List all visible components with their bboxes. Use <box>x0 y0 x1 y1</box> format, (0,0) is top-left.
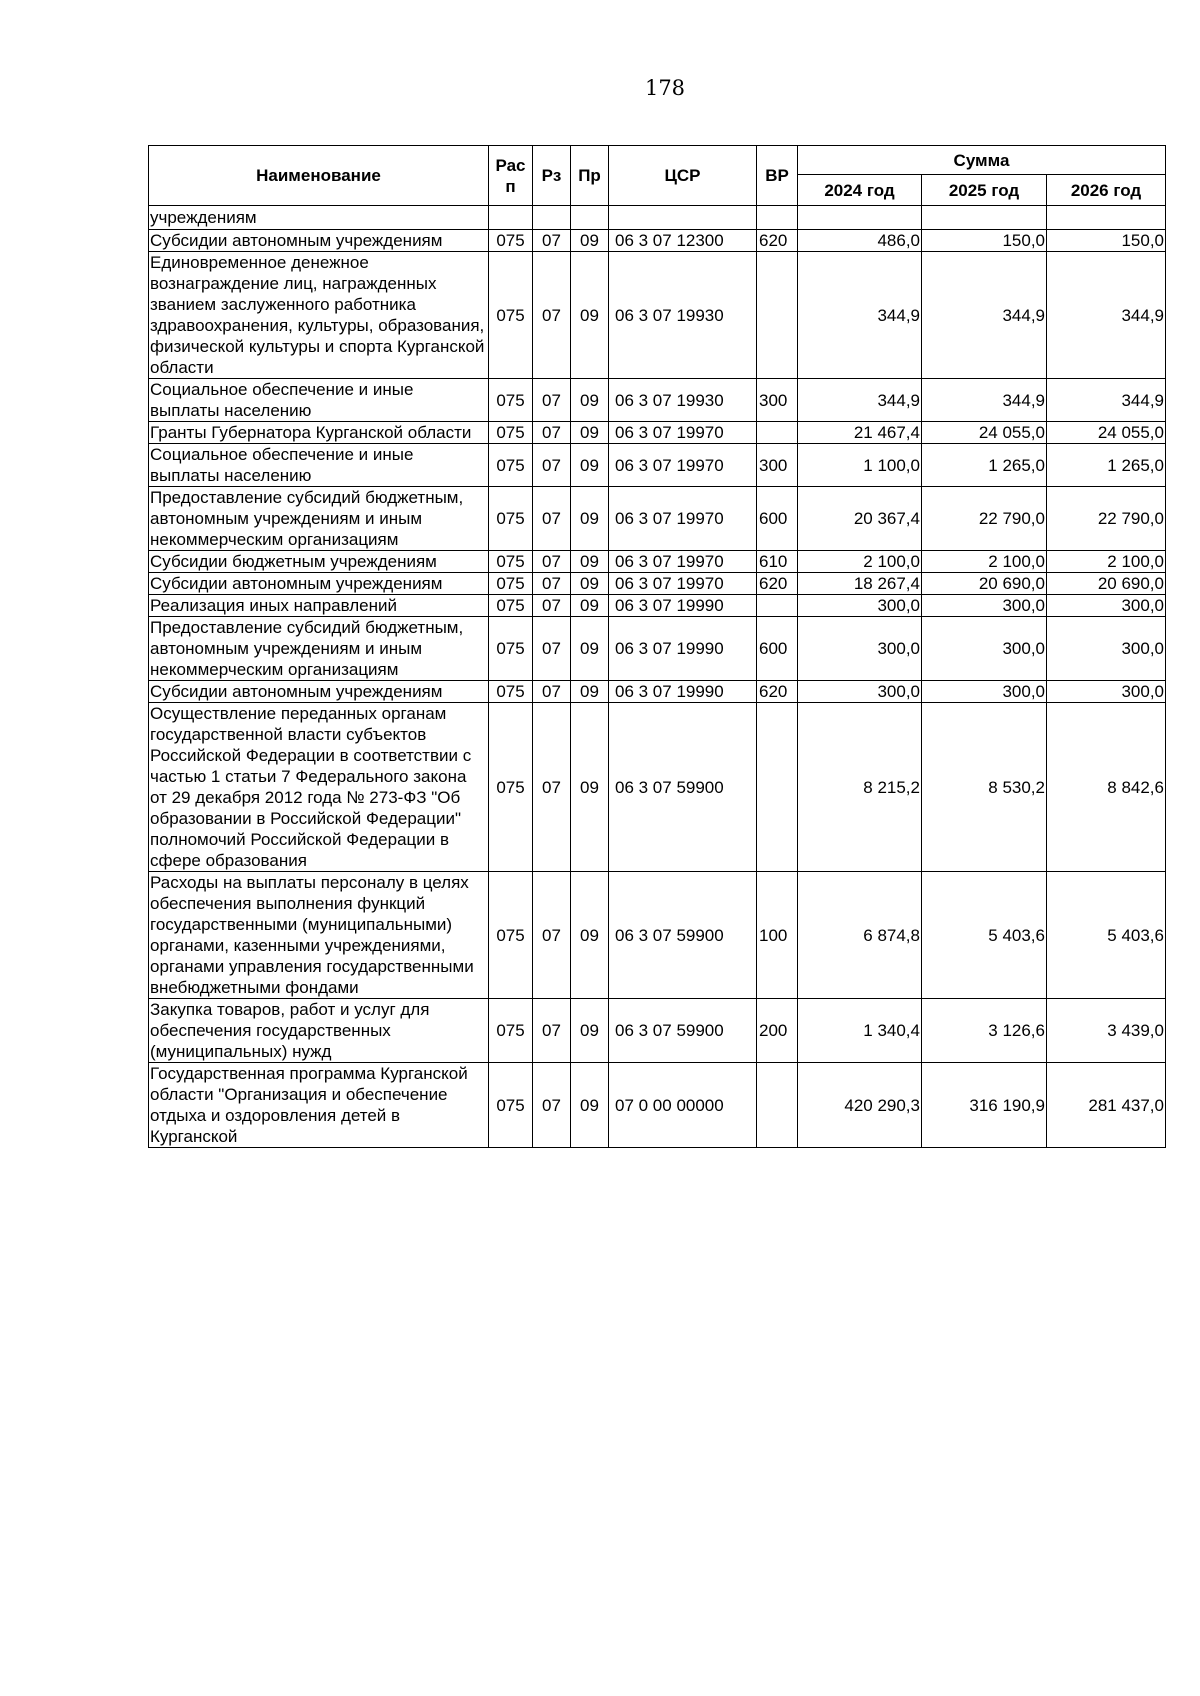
table-row <box>149 444 1166 487</box>
cell-rasp: 075 <box>489 551 533 573</box>
cell-name: учреждениям <box>149 206 489 230</box>
cell-amount-2026 <box>1047 206 1166 230</box>
cell-amount-2025: 300,0 <box>922 681 1047 703</box>
cell-amount-2024: 1 100,0 <box>798 444 922 487</box>
cell-amount-2026: 8 842,6 <box>1047 703 1166 872</box>
cell-amount-2025: 300,0 <box>922 595 1047 617</box>
table-row <box>149 617 1166 681</box>
header-pr: Пр <box>571 146 609 206</box>
header-vr: ВР <box>757 146 798 206</box>
cell-pr: 09 <box>571 379 609 422</box>
cell-name: Государственная программа Курганской области "Организация и обеспечение отдыха и оздоровления детей в Курганской <box>149 1063 489 1148</box>
header-rasp-line2: п <box>505 176 516 196</box>
cell-vr <box>757 595 798 617</box>
table-row <box>149 681 1166 703</box>
cell-amount-2025 <box>922 206 1047 230</box>
page-number: 178 <box>644 76 686 100</box>
cell-amount-2025: 3 126,6 <box>922 999 1047 1063</box>
table-row <box>149 422 1166 444</box>
cell-amount-2026: 300,0 <box>1047 595 1166 617</box>
cell-amount-2025: 344,9 <box>922 379 1047 422</box>
cell-amount-2024: 8 215,2 <box>798 703 922 872</box>
header-rasp <box>489 146 533 206</box>
table-row <box>149 1063 1166 1148</box>
cell-csr: 06 3 07 19970 <box>609 487 757 551</box>
cell-pr: 09 <box>571 422 609 444</box>
cell-rasp: 075 <box>489 422 533 444</box>
cell-pr: 09 <box>571 681 609 703</box>
cell-amount-2025: 8 530,2 <box>922 703 1047 872</box>
table-row <box>149 872 1166 999</box>
cell-csr: 06 3 07 59900 <box>609 703 757 872</box>
header-rasp-line1: Рас <box>495 155 526 175</box>
cell-rz: 07 <box>533 1063 571 1148</box>
cell-csr: 06 3 07 19990 <box>609 617 757 681</box>
cell-rz: 07 <box>533 444 571 487</box>
cell-name: Осуществление переданных органам государственной власти субъектов Российской Федерации в соответствии с частью 1 статьи 7 Федерального закона от 29 декабря 2012 года № 273-ФЗ "Об образовании в Российской Федерации" полномочий Российской Федерации в сфере образования <box>149 703 489 872</box>
table-row <box>149 487 1166 551</box>
cell-csr: 06 3 07 19930 <box>609 379 757 422</box>
cell-rz: 07 <box>533 551 571 573</box>
cell-amount-2024: 2 100,0 <box>798 551 922 573</box>
cell-pr: 09 <box>571 872 609 999</box>
header-sum: Сумма <box>798 146 1166 175</box>
cell-rz: 07 <box>533 379 571 422</box>
cell-amount-2025: 300,0 <box>922 617 1047 681</box>
cell-name: Предоставление субсидий бюджетным, автономным учреждениям и иным некоммерческим организациям <box>149 487 489 551</box>
cell-csr: 06 3 07 59900 <box>609 872 757 999</box>
cell-rasp: 075 <box>489 487 533 551</box>
table-header <box>149 146 1166 206</box>
table-row <box>149 230 1166 252</box>
cell-amount-2026: 20 690,0 <box>1047 573 1166 595</box>
cell-rasp: 075 <box>489 595 533 617</box>
table-row <box>149 379 1166 422</box>
cell-rz: 07 <box>533 595 571 617</box>
cell-amount-2026: 344,9 <box>1047 379 1166 422</box>
cell-csr: 06 3 07 19990 <box>609 595 757 617</box>
cell-vr: 620 <box>757 230 798 252</box>
cell-csr: 06 3 07 19970 <box>609 444 757 487</box>
cell-vr: 300 <box>757 379 798 422</box>
header-csr: ЦСР <box>609 146 757 206</box>
cell-amount-2024: 344,9 <box>798 252 922 379</box>
cell-rasp: 075 <box>489 252 533 379</box>
cell-csr: 06 3 07 12300 <box>609 230 757 252</box>
cell-rz <box>533 206 571 230</box>
table-row <box>149 595 1166 617</box>
cell-amount-2026: 22 790,0 <box>1047 487 1166 551</box>
cell-name: Социальное обеспечение и иные выплаты населению <box>149 444 489 487</box>
cell-vr: 620 <box>757 573 798 595</box>
table-row <box>149 551 1166 573</box>
cell-pr: 09 <box>571 703 609 872</box>
cell-vr <box>757 252 798 379</box>
cell-amount-2024: 486,0 <box>798 230 922 252</box>
cell-amount-2026: 1 265,0 <box>1047 444 1166 487</box>
cell-name: Субсидии автономным учреждениям <box>149 230 489 252</box>
cell-amount-2026: 3 439,0 <box>1047 999 1166 1063</box>
cell-amount-2026: 2 100,0 <box>1047 551 1166 573</box>
cell-amount-2024: 300,0 <box>798 681 922 703</box>
cell-name: Расходы на выплаты персоналу в целях обеспечения выполнения функций государственными (муниципальными) органами, казенными учреждениями, органами управления государственными внебюджетными фондами <box>149 872 489 999</box>
cell-name: Социальное обеспечение и иные выплаты населению <box>149 379 489 422</box>
cell-pr: 09 <box>571 617 609 681</box>
table-row <box>149 703 1166 872</box>
cell-amount-2025: 150,0 <box>922 230 1047 252</box>
cell-amount-2025: 2 100,0 <box>922 551 1047 573</box>
cell-rz: 07 <box>533 681 571 703</box>
cell-rz: 07 <box>533 252 571 379</box>
cell-rz: 07 <box>533 573 571 595</box>
cell-amount-2024: 420 290,3 <box>798 1063 922 1148</box>
cell-amount-2026: 300,0 <box>1047 681 1166 703</box>
cell-amount-2024: 18 267,4 <box>798 573 922 595</box>
cell-amount-2024: 20 367,4 <box>798 487 922 551</box>
cell-vr <box>757 206 798 230</box>
cell-vr <box>757 703 798 872</box>
budget-table <box>148 145 1166 1148</box>
cell-rasp: 075 <box>489 681 533 703</box>
cell-pr: 09 <box>571 551 609 573</box>
cell-pr: 09 <box>571 595 609 617</box>
cell-pr: 09 <box>571 252 609 379</box>
table-body <box>149 206 1166 1148</box>
cell-pr: 09 <box>571 230 609 252</box>
header-rz: Рз <box>533 146 571 206</box>
cell-pr: 09 <box>571 1063 609 1148</box>
cell-vr: 600 <box>757 617 798 681</box>
cell-rasp: 075 <box>489 573 533 595</box>
cell-vr: 300 <box>757 444 798 487</box>
cell-rasp: 075 <box>489 999 533 1063</box>
header-year-2025: 2025 год <box>922 175 1047 206</box>
cell-rasp: 075 <box>489 703 533 872</box>
cell-name: Предоставление субсидий бюджетным, автономным учреждениям и иным некоммерческим организациям <box>149 617 489 681</box>
cell-amount-2024: 6 874,8 <box>798 872 922 999</box>
cell-amount-2025: 5 403,6 <box>922 872 1047 999</box>
table-row <box>149 252 1166 379</box>
cell-pr: 09 <box>571 487 609 551</box>
cell-rz: 07 <box>533 872 571 999</box>
cell-vr: 610 <box>757 551 798 573</box>
header-year-2024: 2024 год <box>798 175 922 206</box>
cell-name: Закупка товаров, работ и услуг для обеспечения государственных (муниципальных) нужд <box>149 999 489 1063</box>
cell-rasp: 075 <box>489 444 533 487</box>
cell-rz: 07 <box>533 487 571 551</box>
cell-rasp <box>489 206 533 230</box>
cell-amount-2025: 1 265,0 <box>922 444 1047 487</box>
cell-amount-2024: 300,0 <box>798 595 922 617</box>
cell-amount-2026: 281 437,0 <box>1047 1063 1166 1148</box>
cell-rasp: 075 <box>489 872 533 999</box>
cell-amount-2024: 344,9 <box>798 379 922 422</box>
cell-name: Субсидии автономным учреждениям <box>149 681 489 703</box>
cell-amount-2025: 344,9 <box>922 252 1047 379</box>
cell-pr <box>571 206 609 230</box>
cell-amount-2026: 5 403,6 <box>1047 872 1166 999</box>
cell-amount-2026: 150,0 <box>1047 230 1166 252</box>
cell-rasp: 075 <box>489 617 533 681</box>
cell-name: Субсидии бюджетным учреждениям <box>149 551 489 573</box>
cell-csr: 06 3 07 59900 <box>609 999 757 1063</box>
cell-amount-2024: 21 467,4 <box>798 422 922 444</box>
cell-amount-2025: 316 190,9 <box>922 1063 1047 1148</box>
cell-rz: 07 <box>533 230 571 252</box>
header-name: Наименование <box>149 146 489 206</box>
cell-csr <box>609 206 757 230</box>
table-row <box>149 573 1166 595</box>
cell-rz: 07 <box>533 703 571 872</box>
cell-csr: 06 3 07 19970 <box>609 573 757 595</box>
table-row <box>149 999 1166 1063</box>
cell-vr: 100 <box>757 872 798 999</box>
cell-vr <box>757 422 798 444</box>
cell-name: Гранты Губернатора Курганской области <box>149 422 489 444</box>
cell-amount-2025: 24 055,0 <box>922 422 1047 444</box>
cell-vr <box>757 1063 798 1148</box>
table-row <box>149 206 1166 230</box>
cell-amount-2024: 300,0 <box>798 617 922 681</box>
cell-amount-2026: 24 055,0 <box>1047 422 1166 444</box>
cell-amount-2024 <box>798 206 922 230</box>
cell-pr: 09 <box>571 999 609 1063</box>
cell-amount-2026: 344,9 <box>1047 252 1166 379</box>
header-year-2026: 2026 год <box>1047 175 1166 206</box>
cell-csr: 06 3 07 19970 <box>609 551 757 573</box>
cell-csr: 06 3 07 19990 <box>609 681 757 703</box>
cell-amount-2025: 22 790,0 <box>922 487 1047 551</box>
cell-rz: 07 <box>533 617 571 681</box>
cell-rasp: 075 <box>489 230 533 252</box>
cell-rz: 07 <box>533 422 571 444</box>
cell-rasp: 075 <box>489 1063 533 1148</box>
cell-pr: 09 <box>571 573 609 595</box>
cell-vr: 620 <box>757 681 798 703</box>
cell-amount-2026: 300,0 <box>1047 617 1166 681</box>
cell-amount-2025: 20 690,0 <box>922 573 1047 595</box>
cell-csr: 07 0 00 00000 <box>609 1063 757 1148</box>
header-row-top <box>149 146 1166 175</box>
cell-vr: 600 <box>757 487 798 551</box>
cell-amount-2024: 1 340,4 <box>798 999 922 1063</box>
cell-pr: 09 <box>571 444 609 487</box>
cell-vr: 200 <box>757 999 798 1063</box>
cell-rz: 07 <box>533 999 571 1063</box>
cell-rasp: 075 <box>489 379 533 422</box>
cell-name: Единовременное денежное вознаграждение лиц, награжденных званием заслуженного работника здравоохранения, культуры, образования, физической культуры и спорта Курганской области <box>149 252 489 379</box>
cell-csr: 06 3 07 19970 <box>609 422 757 444</box>
cell-csr: 06 3 07 19930 <box>609 252 757 379</box>
cell-name: Реализация иных направлений <box>149 595 489 617</box>
cell-name: Субсидии автономным учреждениям <box>149 573 489 595</box>
